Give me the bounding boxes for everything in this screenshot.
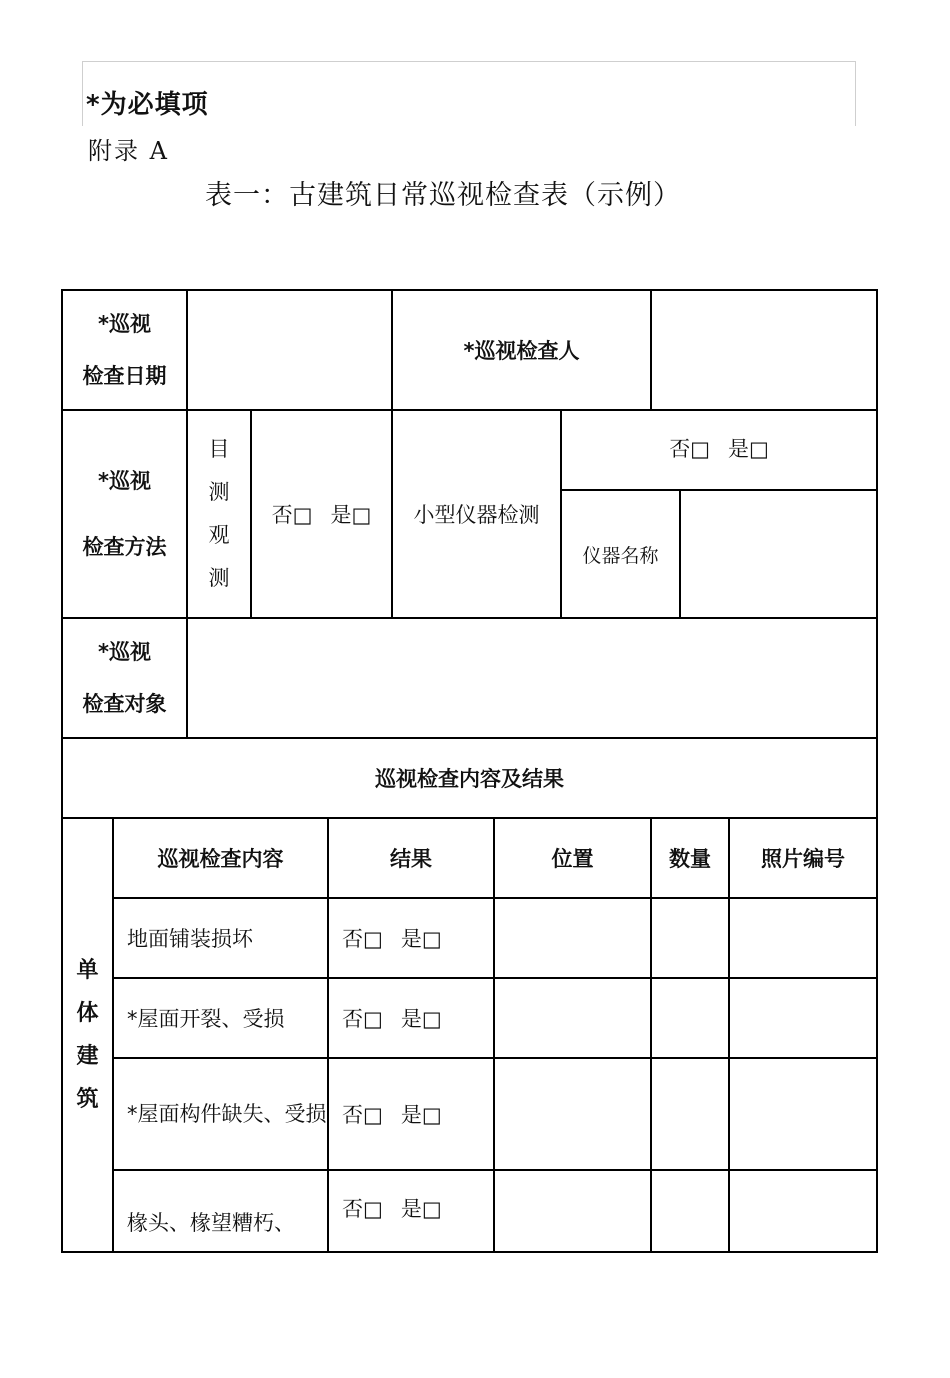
instrument-yes-checkbox[interactable]: 是□ — [728, 437, 769, 461]
appendix-label: 附录 A — [88, 137, 169, 165]
object-input-cell[interactable] — [187, 618, 877, 738]
instrument-name-input-cell[interactable] — [680, 490, 877, 618]
category-char: 体 — [76, 1001, 99, 1026]
inspection-form-table — [61, 289, 878, 1253]
row-content: *屋面构件缺失、受损 — [113, 1058, 328, 1170]
visual-char: 目 — [208, 437, 230, 461]
result-yes-checkbox[interactable]: 是□ — [400, 1197, 442, 1221]
row-result-cell — [328, 898, 494, 978]
category-char: 建 — [76, 1044, 99, 1069]
table-row — [62, 1058, 877, 1170]
result-yes-checkbox[interactable]: 是□ — [400, 1007, 442, 1031]
result-yes-checkbox[interactable]: 是□ — [400, 927, 442, 951]
method-label-line2: 检查方法 — [82, 535, 167, 559]
row-date-inspector — [62, 290, 877, 410]
column-header-location: 位置 — [494, 818, 651, 898]
date-input-cell[interactable] — [187, 290, 392, 410]
category-char: 筑 — [76, 1087, 99, 1112]
row-quantity-cell[interactable] — [651, 1058, 729, 1170]
visual-char: 测 — [208, 566, 230, 590]
instrument-name-label: 仪器名称 — [561, 490, 680, 618]
row-photo-cell[interactable] — [729, 898, 877, 978]
column-header-quantity: 数量 — [651, 818, 729, 898]
row-result-cell — [328, 978, 494, 1058]
instrument-no-checkbox[interactable]: 否□ — [669, 437, 711, 461]
date-label-cell — [62, 290, 187, 410]
visual-observation-label — [187, 410, 251, 618]
table-row — [62, 1170, 877, 1252]
row-quantity-cell[interactable] — [651, 1170, 729, 1252]
category-char: 单 — [76, 958, 99, 983]
row-photo-cell[interactable] — [729, 1058, 877, 1170]
visual-yes-checkbox[interactable]: 是□ — [330, 503, 372, 527]
row-section-title — [62, 738, 877, 818]
result-yes-checkbox[interactable]: 是□ — [400, 1103, 442, 1127]
instrument-choice-cell — [561, 410, 877, 490]
object-label-line1: *巡视 — [98, 640, 151, 664]
instrument-label: 小型仪器检测 — [392, 410, 561, 618]
inspector-input-cell[interactable] — [651, 290, 877, 410]
row-content: 地面铺装损坏 — [113, 898, 328, 978]
table-row — [62, 978, 877, 1058]
row-photo-cell[interactable] — [729, 1170, 877, 1252]
row-object — [62, 618, 877, 738]
result-no-checkbox[interactable]: 否□ — [342, 927, 383, 951]
date-label-line2: 检查日期 — [82, 364, 167, 388]
method-label-line1: *巡视 — [98, 469, 151, 493]
row-quantity-cell[interactable] — [651, 978, 729, 1058]
row-photo-cell[interactable] — [729, 978, 877, 1058]
object-label-cell — [62, 618, 187, 738]
row-location-cell[interactable] — [494, 978, 651, 1058]
visual-char: 测 — [208, 480, 230, 504]
table-row — [62, 898, 877, 978]
row-method-top — [62, 410, 877, 490]
visual-choice-cell — [251, 410, 392, 618]
row-content: 椽头、椽望糟朽、 — [113, 1170, 328, 1252]
date-label-line1: *巡视 — [98, 312, 151, 336]
result-no-checkbox[interactable]: 否□ — [342, 1007, 383, 1031]
object-label-line2: 检查对象 — [82, 692, 167, 716]
document-title: 表一：古建筑日常巡视检查表（示例） — [205, 180, 681, 211]
row-quantity-cell[interactable] — [651, 898, 729, 978]
row-location-cell[interactable] — [494, 1170, 651, 1252]
row-result-cell — [328, 1170, 494, 1252]
row-location-cell[interactable] — [494, 898, 651, 978]
visual-no-checkbox[interactable]: 否□ — [271, 503, 313, 527]
result-no-checkbox[interactable]: 否□ — [342, 1197, 383, 1221]
category-label-cell — [62, 818, 113, 1252]
required-note: *为必填项 — [86, 90, 209, 120]
column-header-content: 巡视检查内容 — [113, 818, 328, 898]
row-result-cell — [328, 1058, 494, 1170]
row-content: *屋面开裂、受损 — [113, 978, 328, 1058]
inspector-label: *巡视检查人 — [392, 290, 651, 410]
result-no-checkbox[interactable]: 否□ — [342, 1103, 383, 1127]
method-label-cell — [62, 410, 187, 618]
row-column-headers — [62, 818, 877, 898]
column-header-result: 结果 — [328, 818, 494, 898]
section-title: 巡视检查内容及结果 — [62, 738, 877, 818]
row-location-cell[interactable] — [494, 1058, 651, 1170]
visual-char: 观 — [208, 523, 230, 547]
column-header-photo: 照片编号 — [729, 818, 877, 898]
